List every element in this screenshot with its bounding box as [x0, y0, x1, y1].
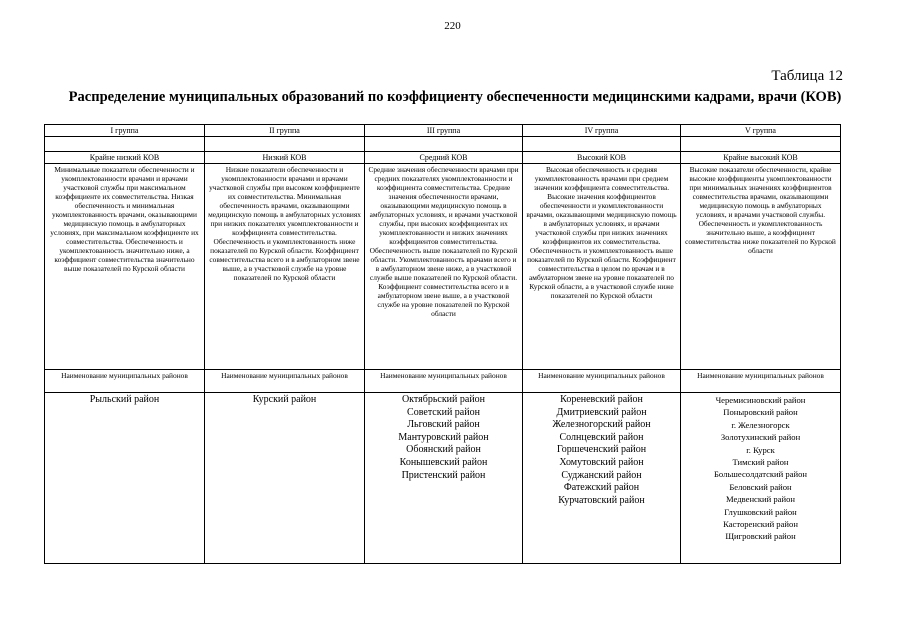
spacer-row: [45, 137, 841, 152]
districts-cell: [45, 393, 205, 564]
description-cell: Минимальные показатели обеспеченности и укомплектованности врачами и врачами участковой службы при максимальном коэффициенте их совместительства. Низкая обеспеченность и минимальная укомплектованность врачами, оказывающими медицинскую помощь в амбулаторных условиях, при максимальном коэффициенте их совместительства. Обеспеченность и укомплектованность значительно ниже, а коэффициент совместительства значительно выше показателей по Курской области: [45, 164, 205, 370]
name-header-cell: Наименование муниципальных районов: [45, 370, 205, 393]
group-cell: II группа: [205, 125, 365, 137]
description-cell: Высокая обеспеченность и средняя укомплектованность врачами при среднем значении коэффициента совместительства. Высокие значения коэффициентов обеспеченности и укомплектованности врачами, оказывающими медицинскую помощь в амбулаторных условиях, и врачами участковой службы при низких значениях коэффициентов их совместительства. Обеспеченность и укомплектованность выше показателей по Курской области. Коэффициент совместительства в целом по врачам и в амбулаторном звене на уровне показателей по Курской области, а в участковой службе ниже показателей по Курской области: [523, 164, 681, 370]
district-item: Кореневский район: [560, 394, 643, 405]
kov-level-cell: Средний КОВ: [365, 152, 523, 164]
spacer-cell: [523, 137, 681, 152]
document-title: Распределение муниципальных образований по коэффициенту обеспеченности медицинскими кадрами, врачи (КОВ): [68, 89, 842, 105]
district-item: Льговский район: [407, 419, 480, 431]
district-item: Медвенский район: [726, 494, 795, 505]
name-header-cell: Наименование муниципальных районов: [681, 370, 841, 393]
district-item: Поныровский район: [723, 407, 798, 418]
kov-level-cell: Низкий КОВ: [205, 152, 365, 164]
kov-level-cell: Крайне высокий КОВ: [681, 152, 841, 164]
district-list: [684, 394, 837, 543]
district-item: Суджанский район: [561, 469, 642, 481]
district-item: Рыльский район: [89, 394, 160, 405]
district-item: г. Железногорск: [731, 419, 790, 430]
district-list: [48, 394, 201, 407]
spacer-cell: [681, 137, 841, 152]
district-item: Обоянский район: [406, 444, 481, 456]
district-item: г. Курск: [746, 444, 775, 455]
name-header-cell: Наименование муниципальных районов: [523, 370, 681, 393]
district-item: Тимский район: [732, 457, 789, 468]
kov-level-cell: Крайне низкий КОВ: [45, 152, 205, 164]
kov-level-row: [45, 152, 841, 164]
name-header-row: [45, 370, 841, 393]
district-item: Хомутовский район: [559, 456, 644, 468]
district-item: Конышевский район: [399, 456, 488, 468]
district-item: Солнцевский район: [559, 431, 644, 443]
district-item: Пристенский район: [401, 469, 486, 481]
district-item: Горшеченский район: [556, 444, 647, 456]
districts-row: [45, 393, 841, 564]
description-cell: Низкие показатели обеспеченности и укомплектованности врачами и врачами участковой службы при высоком коэффициенте их совместительства. Минимальная обеспеченность врачами, оказывающими медицинскую помощь в амбулаторных условиях при низких показателях укомплектованности и коэффициента совместительства. Обеспеченность и укомплектованность ниже показателей по Курской области. Коэффициент совместительства всего и в амбулаторном звене выше, а в участковой службе на уровне показателей по Курской области: [205, 164, 365, 370]
name-header-cell: Наименование муниципальных районов: [205, 370, 365, 393]
description-cell: Средние значения обеспеченности врачами при средних показателях укомплектованности и коэффициента совместительства. Средние значения обеспеченности врачами, оказывающими медицинскую помощь в амбулаторных условиях, и врачами участковой службы, при высоких коэффициентах их укомплектованности и низких значениях коэффициентов совместительства. Обеспеченность выше показателей по Курской области. Укомплектованность врачами всего и в амбулаторном звене ниже, а в участковой службе выше показателей по Курской области. Коэффициент совместительства всего и в амбулаторном звене выше, а в участковой службе на уровне показателей по Курской области: [365, 164, 523, 370]
districts-cell: [681, 393, 841, 564]
district-item: Мантуровский район: [398, 431, 489, 443]
spacer-cell: [205, 137, 365, 152]
page-number: 220: [444, 20, 461, 32]
group-cell: V группа: [681, 125, 841, 137]
district-item: Щигровский район: [725, 531, 796, 542]
group-cell: IV группа: [523, 125, 681, 137]
district-item: Черемисиновский район: [715, 395, 806, 405]
districts-cell: [365, 393, 523, 564]
name-header-cell: Наименование муниципальных районов: [365, 370, 523, 393]
kov-level-cell: Высокий КОВ: [523, 152, 681, 164]
district-item: Железногорский район: [552, 419, 651, 431]
district-list: [208, 394, 361, 407]
district-item: Октябрьский район: [401, 394, 486, 405]
district-list: [526, 394, 677, 507]
table-label: Таблица 12: [771, 68, 843, 84]
description-row: [45, 164, 841, 370]
group-cell: III группа: [365, 125, 523, 137]
district-item: Глушковский район: [724, 506, 797, 517]
district-item: Большесолдатский район: [713, 469, 808, 480]
district-item: Беловский район: [729, 481, 792, 492]
group-cell: I группа: [45, 125, 205, 137]
district-item: Курский район: [252, 394, 317, 405]
district-list: [368, 394, 519, 482]
districts-cell: [523, 393, 681, 564]
spacer-cell: [365, 137, 523, 152]
district-item: Курчатовский район: [558, 494, 645, 506]
districts-cell: [205, 393, 365, 564]
district-item: Золотухинский район: [720, 432, 801, 443]
spacer-cell: [45, 137, 205, 152]
group-header-row: [45, 125, 841, 137]
district-item: Фатежский район: [563, 482, 640, 494]
description-cell: Высокие показатели обеспеченности, крайне высокие коэффициенты укомплектованности при минимальных значениях коэффициентов совместительства врачами, оказывающими медицинскую помощь в амбулаторных условиях, и врачами участковой службы. Обеспеченность и укомплектованность значительно выше, а коэффициент совместительства ниже показателей по Курской области: [681, 164, 841, 370]
district-item: Дмитриевский район: [556, 406, 647, 418]
district-item: Касторенский район: [723, 519, 798, 530]
distribution-table: [44, 124, 841, 564]
district-item: Советский район: [407, 406, 480, 418]
